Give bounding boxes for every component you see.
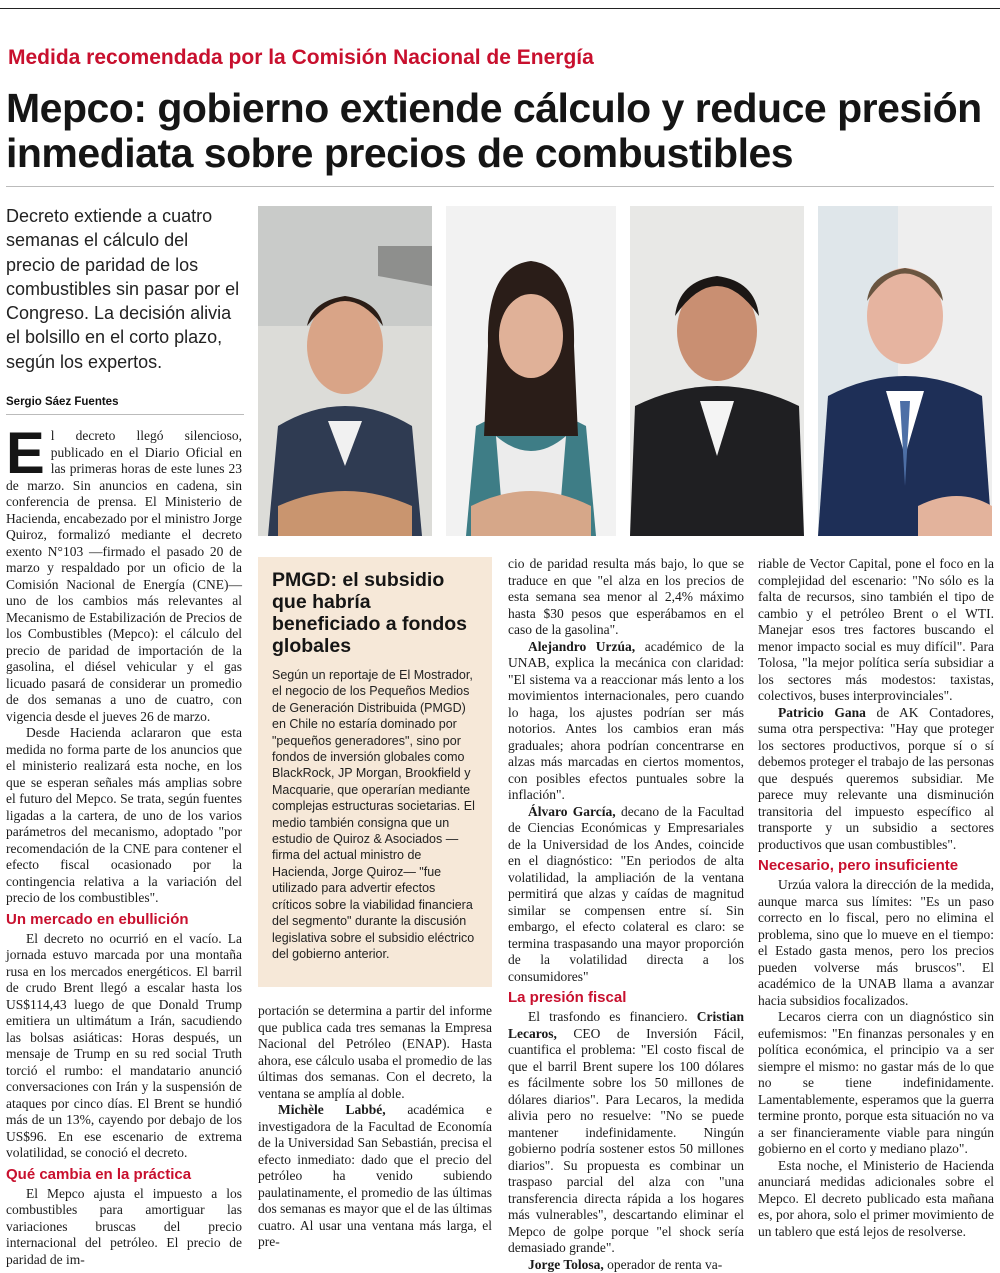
paragraph-text: l decreto llegó silencioso, publicado en el Diario Oficial en las primeras horas de este lunes 23 de marzo. Sin anuncios en cadena, sin conferencia de prensa. El Ministerio de Hacienda, encabezado por el ministro Jorge Quiroz, formalizó mediante el decreto exento N°103 —firmado el pasado 20 de marzo y respaldado por un oficio de la Comisión Nacional de Energía (CNE)— uno de los cambios más relevantes al Mecanismo de Estabilización de Precios de los Combustibles (Mepco): el cálculo del precio de paridad de importación de la gasolina, el diésel vehicular y el gas licuado pasará de considerar un promedio de dos semanas a uno de cuatro, con vigencia desde el jueves 26 de marzo. <box>6 428 242 724</box>
paragraph-text: El trasfondo es financiero. <box>528 1009 697 1024</box>
paragraph: Desde Hacienda aclararon que esta medida no forma parte de los anuncios que el ministerio realizará esta noche, en los que se esperan señales más amplias sobre el futuro del Mepco. Se trata, según fuentes ligadas a la cartera, de uno de los varios parámetros del mecanismo, adoptado "por recomendación de la CNE para contener el efecto fiscal ocasionado por la contingencia relativa a la variación del precio de los combustibles". <box>6 725 242 907</box>
portrait-photo-4 <box>818 206 992 536</box>
paragraph <box>508 1257 744 1273</box>
article-column-1 <box>6 428 242 1268</box>
paragraph <box>6 428 242 725</box>
sidebar-box <box>258 557 492 987</box>
quoted-name: Patricio Gana <box>778 705 866 720</box>
byline-divider <box>6 414 244 415</box>
paragraph-text: académica e investigadora de la Facultad de Economía de la Universidad San Sebastián, precisa el efecto inmediato: dado que el precio del petróleo ha venido subiendo paulatinamente, el promedio de las últimas dos semanas es mayor que el de las últimas cuatro. Al usar una ventana más larga, el pre- <box>258 1102 492 1249</box>
paragraph <box>508 1009 744 1257</box>
paragraph-text: operador de renta va- <box>604 1257 722 1272</box>
portrait-photo-3 <box>630 206 804 536</box>
paragraph: riable de Vector Capital, pone el foco en la complejidad del escenario: "No sólo es la falta de recursos, sino también el tipo de cambio y el petróleo Brent o el WTI. Manejar esos tres factores buscando el menor impacto social es muy difícil". Para Tolosa, "la mejor política sería subsidiar a los sectores más modestos: taxistas, colectivos, buses interprovinciales". <box>758 556 994 705</box>
headline-divider <box>6 186 994 187</box>
quoted-name: Alejandro Urzúa, <box>528 639 635 654</box>
paragraph <box>758 705 994 854</box>
paragraph: cio de paridad resulta más bajo, lo que se traduce en que "el alza en los precios de esta semana sea menor al 2,4% máximo hasta $30 pesos que esperábamos en el caso de la gasolina". <box>508 556 744 639</box>
subheading: La presión fiscal <box>508 989 744 1007</box>
paragraph-text: decano de la Facultad de Ciencias Económicas y Empresariales de la Universidad de los Andes, coincide en el diagnóstico: "En periodos de alta volatilidad, la ampliación de la ventana permitirá que alzas y caídas de magnitud similar se compensen entre sí. Sin embargo, el efecto colateral es claro: se termina traspasando una mayor proporción de la volatilidad directa a los consumidores" <box>508 804 744 984</box>
sidebar-body: Según un reportaje de El Mostrador, el negocio de los Pequeños Medios de Generación Distribuida (PMGD) en Chile no estaría dominado por "pequeños generadores", sino por fondos de inversión globales como BlackRock, JP Morgan, Brookfield y Macquarie, que operarían mediante complejas estructuras societarias. El medio también consigna que un estudio de Quiroz & Asociados —firma del actual ministro de Hacienda, Jorge Quiroz— "fue utilizado para advertir efectos críticos sobre la viabilidad financiera del segmento" durante la discusión legislativa sobre el subsidio eléctrico del gobierno anterior. <box>272 667 478 962</box>
paragraph-text: de AK Contadores, suma otra perspectiva: "Hay que proteger los sectores productivos, porque sí o sí debemos proteger el trabajo de las personas que después queremos subsidiar. Me parece muy relevante una disminución transitoria del impuesto específico al transporte y un subsidio a sectores productivos que usan combustibles". <box>758 705 994 852</box>
paragraph <box>508 639 744 804</box>
subheading: Qué cambia en la práctica <box>6 1166 242 1184</box>
sidebar-title: PMGD: el subsidio que habría beneficiado a fondos globales <box>272 569 478 657</box>
kicker: Medida recomendada por la Comisión Nacional de Energía <box>8 46 594 70</box>
headline: Mepco: gobierno extiende cálculo y reduce presión inmediata sobre precios de combustibles <box>6 86 996 176</box>
paragraph: portación se determina a partir del informe que publica cada tres semanas la Empresa Nacional del Petróleo (ENAP). Hasta ahora, ese cálculo usaba el promedio de las últimas dos semanas. Con el decreto, la ventana se amplía al doble. <box>258 1003 492 1102</box>
paragraph: Urzúa valora la dirección de la medida, aunque marca sus límites: "Es un paso correcto en lo fiscal, pero no elimina el problema, sino que lo mueve en el tiempo: el Estado gasta menos, pero los precios pueden volverse más bruscos". El académico de la UNAB llama a avanzar hacia subsidios focalizados. <box>758 877 994 1009</box>
paragraph: Lecaros cierra con un diagnóstico sin eufemismos: "En finanzas personales y en política económica, el principio va a ser siempre el mismo: no gastar más de lo que no se tiene indefinidamente. Lamentablemente, esperamos que la guerra termine pronto, porque esta situación no va a ser financieramente viable para ningún gobierno en el corto y mediano plazo". <box>758 1009 994 1158</box>
paragraph: El Mepco ajusta el impuesto a los combustibles para amortiguar las variaciones bruscas del precio internacional del petróleo. El precio de paridad de im- <box>6 1186 242 1269</box>
paragraph-text: CEO de Inversión Fácil, cuantifica el problema: "El costo fiscal de que el barril Brent supere los 100 dólares es fácilmente sobre los 50 millones de dólares diarios". Para Lecaros, la medida alivia pero no resuelve: "No se puede mantener indefinidamente. Ningún gobierno podría sostener estos 50 millones diarios". Su propuesta es combinar un traspaso parcial del alza con "una transferencia directa rápida a los hogares más vulnerables", descartando eliminar el Mepco de golpe porque "el shock sería demasiado grande". <box>508 1026 744 1256</box>
quoted-name: Michèle Labbé, <box>278 1102 386 1117</box>
quoted-name: Jorge Tolosa, <box>528 1257 604 1272</box>
portrait-photo-2 <box>446 206 616 536</box>
top-rule <box>0 8 1000 9</box>
byline: Sergio Sáez Fuentes <box>6 396 118 408</box>
article-column-2 <box>258 1003 492 1251</box>
paragraph: Esta noche, el Ministerio de Hacienda anunciará medidas adicionales sobre el Mepco. El decreto publicado esta mañana es, por ahora, solo el primer movimiento de un tablero que está lejos de resolverse. <box>758 1158 994 1241</box>
subheading: Necesario, pero insuficiente <box>758 857 994 875</box>
quoted-name: Cristian Lecaros, <box>508 1009 744 1041</box>
article-column-3 <box>508 556 744 1273</box>
lede: Decreto extiende a cuatro semanas el cálculo del precio de paridad de los combustibles sin pasar por el Congreso. La decisión alivia el bolsillo en el corto plazo, según los expertos. <box>6 204 242 374</box>
drop-cap: E <box>6 431 45 477</box>
paragraph-text: académico de la UNAB, explica la mecánica con claridad: "El sistema va a reaccionar más lento a los movimientos internacionales, pero cuando lo haga, los ajustes podrían ser más notorios. Antes los cambios eran más graduales; ahora podrían concentrarse en alzas más marcadas en ciertos momentos, con posibles efectos puntuales sobre la inflación". <box>508 639 744 803</box>
quoted-name: Álvaro García, <box>528 804 616 819</box>
paragraph <box>258 1102 492 1251</box>
paragraph: El decreto no ocurrió en el vacío. La jornada estuvo marcada por una montaña rusa en los mercados energéticos. El barril de crudo Brent llegó a escalar hasta los US$114,43 luego de que Donald Trump emitiera un ultimátum a Irán, sacudiendo las bolsas asiáticas: Horas después, un mensaje de Trump en su red social Truth torció el rumbo: el mandatario anunció conversaciones con Irán y la suspensión de ataques por cinco días. El Brent se hundió más de un 13%, cayendo por debajo de los US$96. En ese escenario de extrema volatilidad, se conoció el decreto. <box>6 931 242 1162</box>
portrait-photo-1 <box>258 206 432 536</box>
paragraph <box>508 804 744 986</box>
subheading: Un mercado en ebullición <box>6 911 242 929</box>
article-column-4 <box>758 556 994 1240</box>
